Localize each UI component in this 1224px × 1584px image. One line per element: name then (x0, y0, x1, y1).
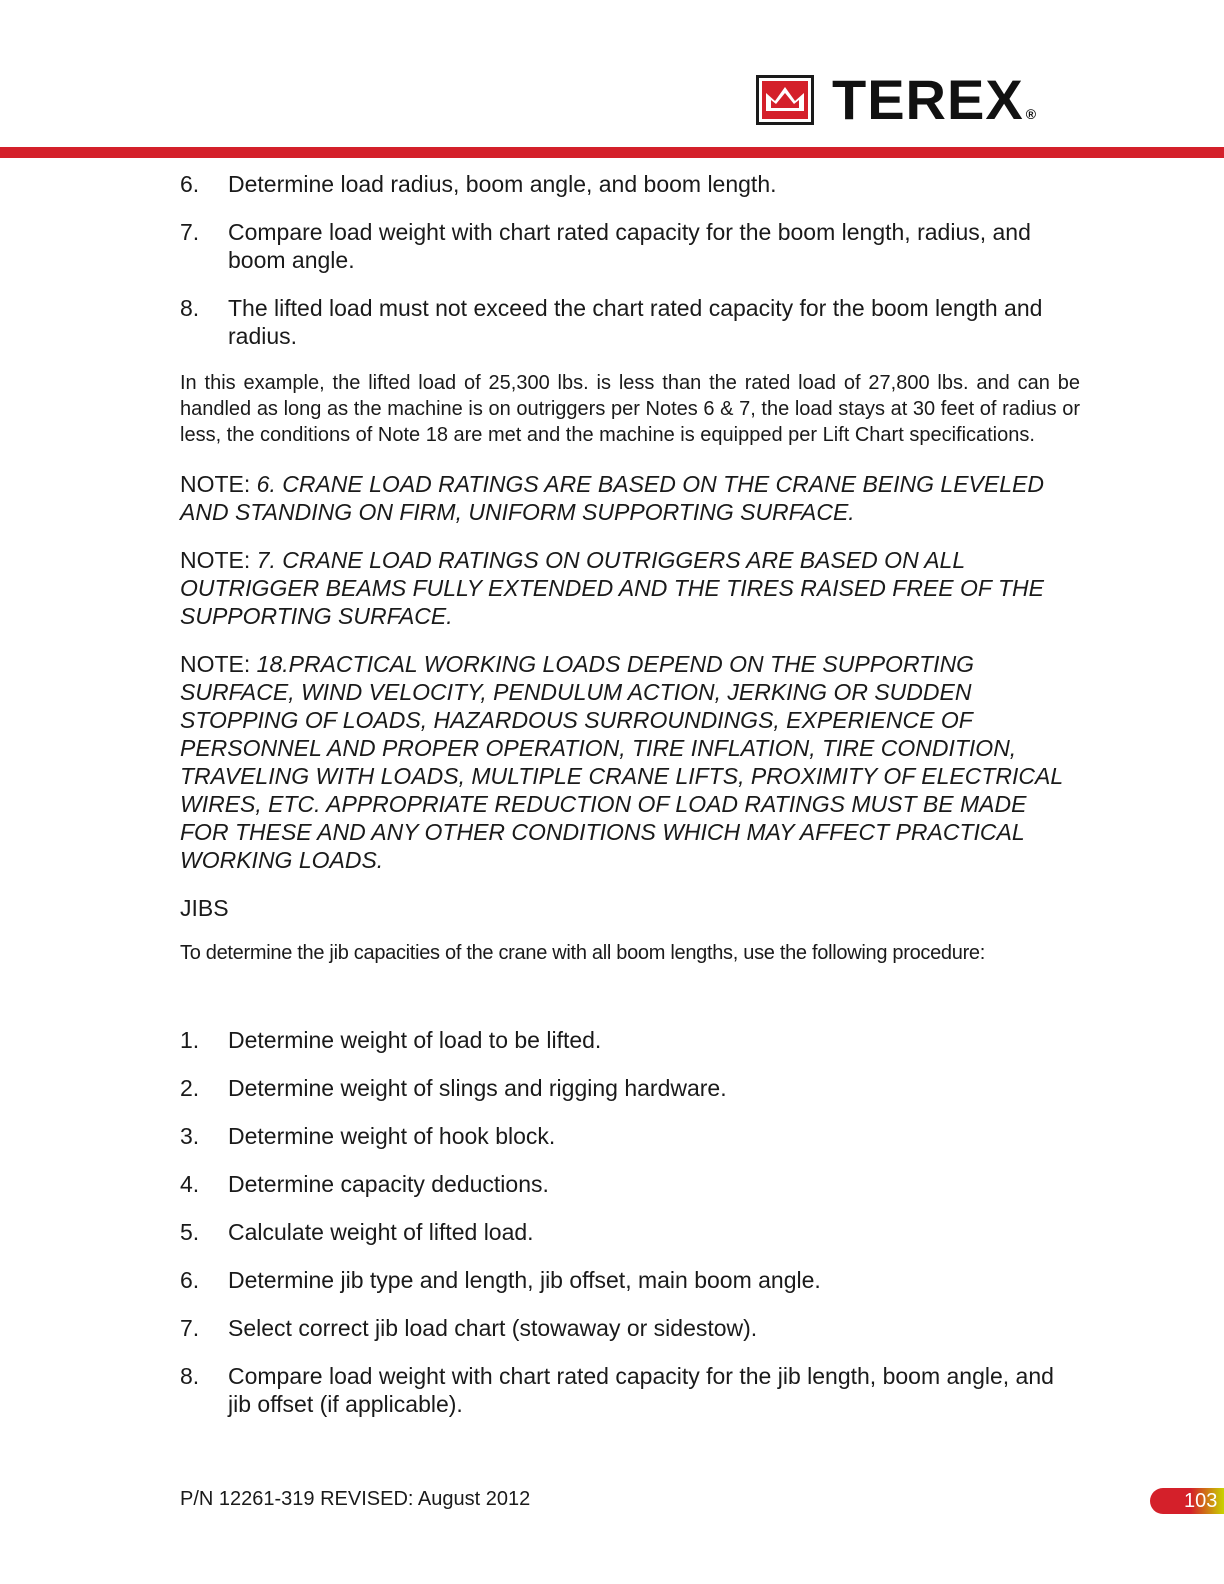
list-text: Compare load weight with chart rated capacity for the jib length, boom angle, and jib offset (if applicable). (228, 1363, 1054, 1417)
terex-logo (756, 68, 1037, 131)
note-label: NOTE: (180, 547, 251, 573)
page-content (180, 170, 1080, 1438)
jib-step (180, 1362, 1080, 1418)
page-number: 103 (1150, 1488, 1224, 1514)
list-number: 6. (180, 171, 200, 197)
list-number: 7. (180, 1315, 200, 1341)
note-7 (180, 546, 1080, 630)
list-number: 8. (180, 1363, 200, 1389)
jib-step (180, 1266, 1080, 1294)
list-number: 5. (180, 1219, 200, 1245)
jib-step (180, 1170, 1080, 1198)
list-number: 1. (180, 1027, 200, 1053)
list-text: The lifted load must not exceed the chart rated capacity for the boom length and radius. (228, 295, 1043, 349)
registered-mark: ® (1025, 106, 1037, 122)
brand-name: TEREX (832, 68, 1024, 131)
list-text: Determine weight of load to be lifted. (228, 1027, 602, 1053)
header-divider (0, 147, 1224, 158)
list-item (180, 218, 1080, 274)
list-text: Determine load radius, boom angle, and boom length. (228, 171, 777, 197)
jib-step (180, 1074, 1080, 1102)
jib-step (180, 1314, 1080, 1342)
list-number: 2. (180, 1075, 200, 1101)
footer-part-number: P/N 12261-319 REVISED: August 2012 (180, 1488, 531, 1510)
terex-crown-icon (756, 75, 814, 125)
list-item (180, 294, 1080, 350)
note-18 (180, 650, 1080, 874)
list-number: 4. (180, 1171, 200, 1197)
list-number: 8. (180, 295, 200, 321)
note-6 (180, 470, 1080, 526)
note-text: 7. CRANE LOAD RATINGS ON OUTRIGGERS ARE BASED ON ALL OUTRIGGER BEAMS FULLY EXTENDED AND THE TIRES RAISED FREE OF THE SUPPORTING SURFACE. (180, 547, 1044, 629)
list-number: 7. (180, 219, 200, 245)
jib-step (180, 1026, 1080, 1054)
jibs-heading: JIBS (180, 895, 229, 921)
list-text: Determine capacity deductions. (228, 1171, 549, 1197)
note-text: 18.PRACTICAL WORKING LOADS DEPEND ON THE SUPPORTING SURFACE, WIND VELOCITY, PENDULUM ACTION, JERKING OR SUDDEN STOPPING OF LOADS, HAZARDOUS SURROUNDINGS, EXPERIENCE OF PERSONNEL AND PROPER OPERATION, TIRE INFLATION, TIRE CONDITION, TRAVELING WITH LOADS, MULTIPLE CRANE LIFTS, PROXIMITY OF ELECTRICAL WIRES, ETC. APPROPRIATE REDUCTION OF LOAD RATINGS MUST BE MADE FOR THESE AND ANY OTHER CONDITIONS WHICH MAY AFFECT PRACTICAL WORKING LOADS. (180, 651, 1063, 873)
example-paragraph: In this example, the lifted load of 25,300 lbs. is less than the rated load of 27,800 lbs. and can be handled as long as the machine is on outriggers per Notes 6 & 7, the load stays at 30 feet of radius or less, the conditions of Note 18 are met and the machine is equipped per Lift Chart specifications. (180, 372, 1080, 446)
list-text: Determine weight of hook block. (228, 1123, 556, 1149)
note-label: NOTE: (180, 471, 251, 497)
note-text: 6. CRANE LOAD RATINGS ARE BASED ON THE CRANE BEING LEVELED AND STANDING ON FIRM, UNIFORM SUPPORTING SURFACE. (180, 471, 1044, 525)
jibs-intro: To determine the jib capacities of the crane with all boom lengths, use the following procedure: (180, 942, 986, 964)
list-text: Determine weight of slings and rigging hardware. (228, 1075, 727, 1101)
list-text: Select correct jib load chart (stowaway or sidestow). (228, 1315, 758, 1341)
list-text: Calculate weight of lifted load. (228, 1219, 534, 1245)
jib-step (180, 1218, 1080, 1246)
note-label: NOTE: (180, 651, 251, 677)
list-item (180, 170, 1080, 198)
list-number: 6. (180, 1267, 200, 1293)
list-text: Compare load weight with chart rated capacity for the boom length, radius, and boom angle. (228, 219, 1031, 273)
list-number: 3. (180, 1123, 200, 1149)
jib-step (180, 1122, 1080, 1150)
list-text: Determine jib type and length, jib offset, main boom angle. (228, 1267, 821, 1293)
